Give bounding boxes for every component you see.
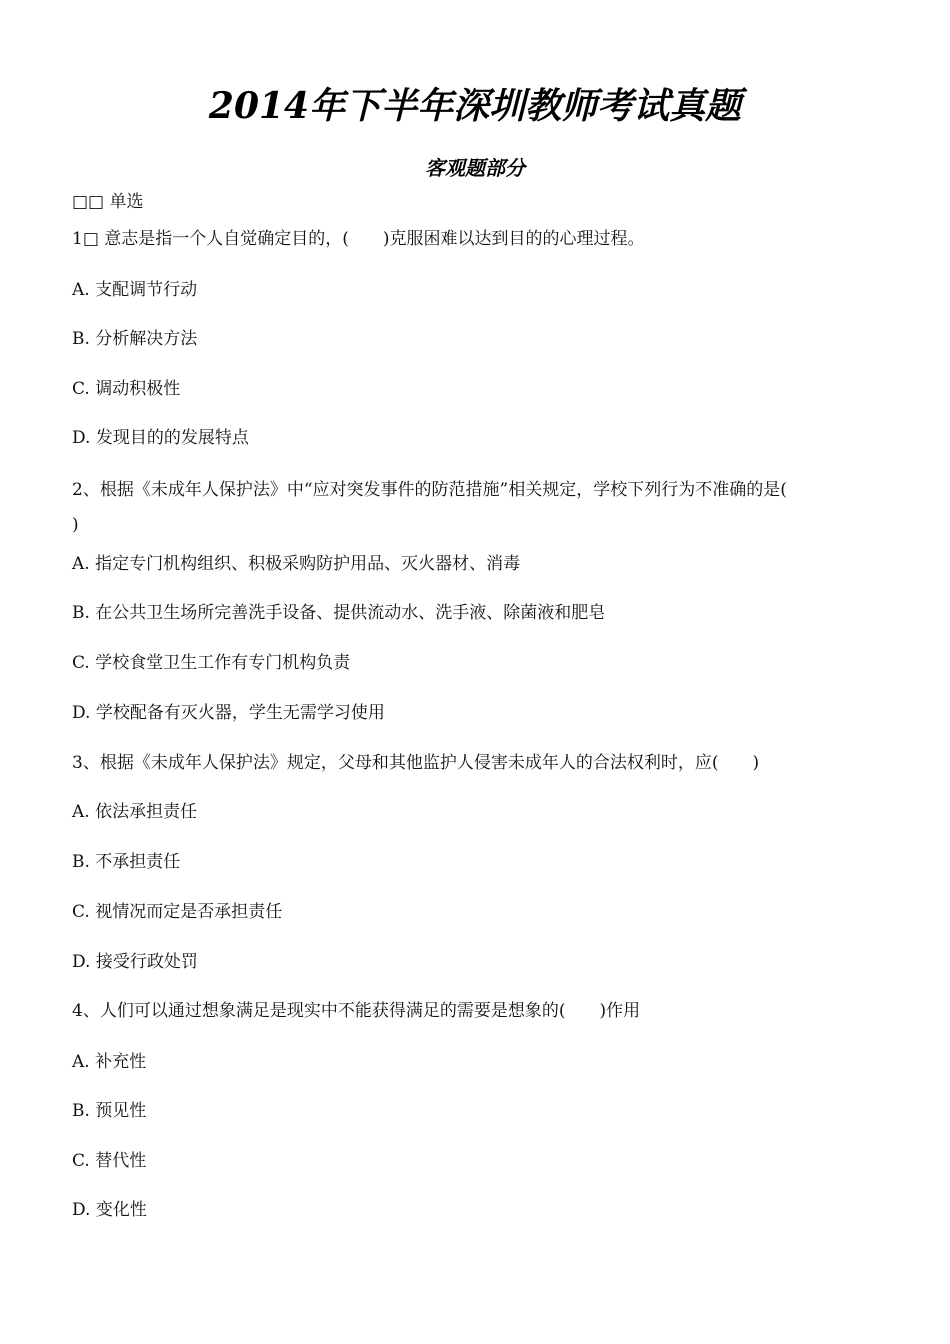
answer-option: C. 调动积极性 [72,379,181,399]
document-title: 2014年下半年深圳教师考试真题 [208,85,742,127]
answer-option: A. 指定专门机构组织、积极采购防护用品、灭火器材、消毒 [72,554,521,574]
answer-option: C. 替代性 [72,1151,147,1171]
answer-option: D. 变化性 [72,1200,147,1220]
answer-option: C. 视情况而定是否承担责任 [72,902,283,922]
answer-option: B. 预见性 [72,1101,147,1121]
question-stem: 3、根据《未成年人保护法》规定，父母和其他监护人侵害未成年人的合法权利时，应( ) [72,753,760,773]
answer-option: A. 补充性 [72,1052,147,1072]
question-stem: 4、人们可以通过想象满足是现实中不能获得满足的需要是想象的( )作用 [72,1001,641,1021]
answer-option: C. 学校食堂卫生工作有专门机构负责 [72,653,351,673]
question-stem: 2、根据《未成年人保护法》中“应对突发事件的防范措施”相关规定，学校下列行为不准确的是( [72,480,787,500]
answer-option: B. 不承担责任 [72,852,181,872]
answer-option: D. 发现目的的发展特点 [72,428,249,448]
answer-option: D. 学校配备有灭火器，学生无需学习使用 [72,703,385,723]
question-stem-continuation: ) [72,515,79,535]
question-stem: 1□ 意志是指一个人自觉确定目的，( )克服困难以达到目的的心理过程。 [72,229,645,249]
document-subtitle: 客观题部分 [425,156,525,180]
answer-option: D. 接受行政处罚 [72,952,198,972]
answer-option: A. 支配调节行动 [72,280,198,300]
answer-option: B. 分析解决方法 [72,329,198,349]
answer-option: A. 依法承担责任 [72,802,198,822]
section-heading: □□ 单选 [72,192,144,212]
answer-option: B. 在公共卫生场所完善洗手设备、提供流动水、洗手液、除菌液和肥皂 [72,603,606,623]
